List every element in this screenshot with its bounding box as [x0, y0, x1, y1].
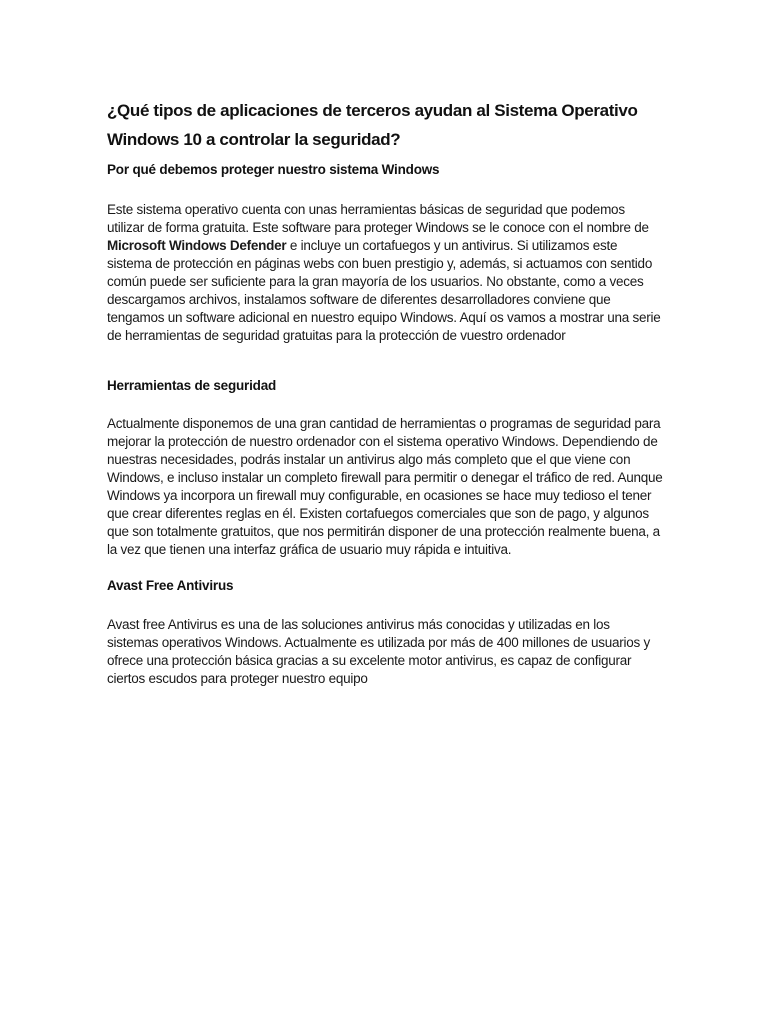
intro-text-start: Este sistema operativo cuenta con unas herramientas básicas de seguridad que podemos utilizar de forma gratuita. Este software para proteger Windows se le conoce con el nombre de: [107, 202, 649, 235]
intro-text-end: e incluye un cortafuegos y un antivirus. Si utilizamos este sistema de protección en páginas webs con buen prestigio y, además, si actuamos con sentido común puede ser suficiente para la gran mayoría de los usuarios. No obstante, como a veces descargamos archivos, instalamos software de diferentes desarrolladores conviene que tengamos un software adicional en nuestro equipo Windows. Aquí os vamos a mostrar una serie de herramientas de seguridad gratuitas para la protección de vuestro ordenador: [107, 238, 661, 343]
section-heading-security-tools: Herramientas de seguridad: [107, 378, 277, 393]
document-subtitle: Por qué debemos proteger nuestro sistema Windows: [107, 162, 440, 177]
section-body-avast: Avast free Antivirus es una de las soluciones antivirus más conocidas y utilizadas en los sistemas operativos Windows. Actualmente es utilizada por más de 400 millones de usuarios y ofrece una protección básica gracias a su excelente motor antivirus, es capaz de configurar ciertos escudos para proteger nuestro equipo: [107, 617, 651, 686]
intro-bold-product: Microsoft Windows Defender: [107, 238, 287, 253]
section-heading-avast: Avast Free Antivirus: [107, 578, 234, 593]
document-title: ¿Qué tipos de aplicaciones de terceros ayudan al Sistema Operativo Windows 10 a controlar la seguridad?: [107, 101, 638, 149]
section-body-security-tools: Actualmente disponemos de una gran cantidad de herramientas o programas de seguridad para mejorar la protección de nuestro ordenador con el sistema operativo Windows. Dependiendo de nuestras necesidades, podrás instalar un antivirus algo más completo que el que viene con Windows, e incluso instalar un completo firewall para permitir o denegar el tráfico de red. Aunque Windows ya incorpora un firewall muy configurable, en ocasiones se hace muy tedioso el tener que crear diferentes reglas en él. Existen cortafuegos comerciales que son de pago, y algunos que son totalmente gratuitos, que nos permitirán disponer de una protección realmente buena, a la vez que tienen una interfaz gráfica de usuario muy rápida e intuitiva.: [107, 416, 663, 557]
intro-paragraph: [107, 201, 663, 345]
document-content: [107, 96, 663, 688]
